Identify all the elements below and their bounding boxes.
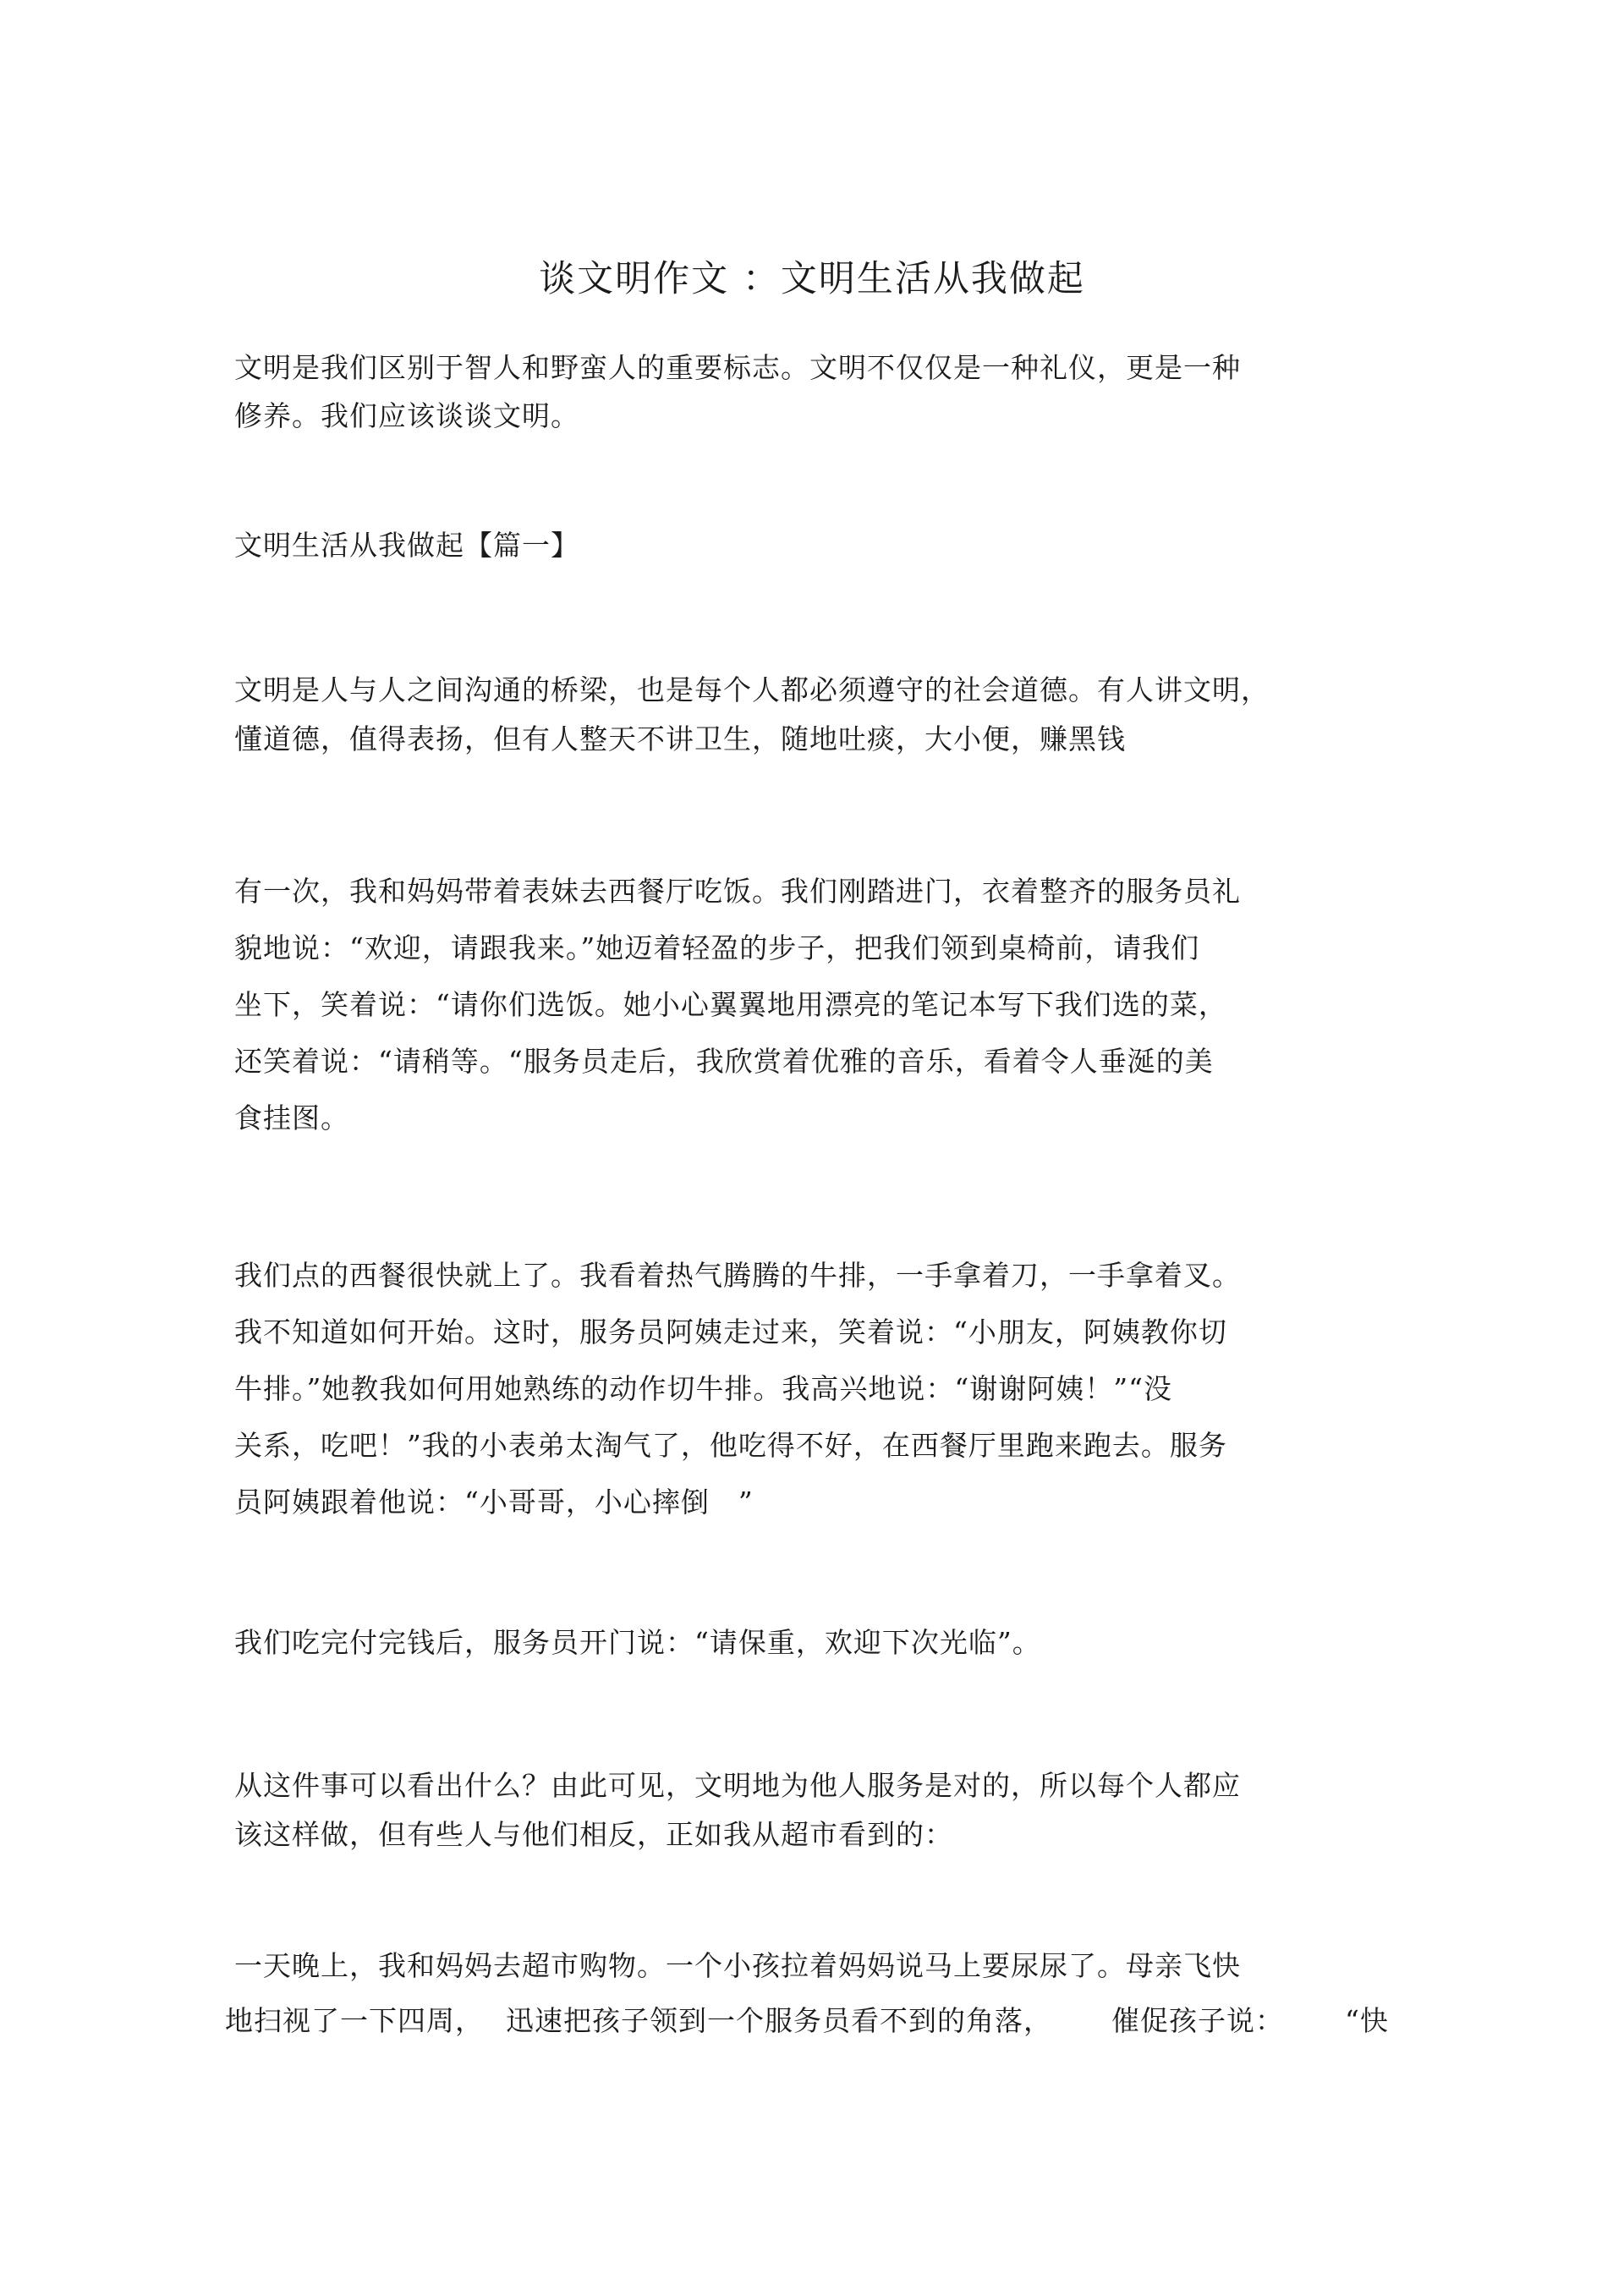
intro-line-1: 文明是我们区别于智人和野蛮人的重要标志。文明不仅仅是一种礼仪，更是一种	[234, 351, 1241, 384]
paragraph6-line-1: 一天晚上，我和妈妈去超市购物。一个小孩拉着妈妈说马上要尿尿了。母亲飞快	[234, 1949, 1241, 1982]
paragraph6-line-2-part-4: “快	[1345, 2004, 1389, 2037]
document-title: 谈文明作文 ：文明生活从我做起	[539, 258, 1085, 300]
intro-line-2: 修养。我们应该谈谈文明。	[234, 399, 579, 432]
paragraph3-line-3: 牛排。”她教我如何用她熟练的动作切牛排。我高兴地说：“谢谢阿姨！”“没	[234, 1372, 1172, 1405]
paragraph1-line-2: 懂道德，值得表扬，但有人整天不讲卫生，随地吐痰，大小便，赚黑钱	[234, 722, 1126, 755]
paragraph5-line-1: 从这件事可以看出什么？由此可见，文明地为他人服务是对的，所以每个人都应	[234, 1769, 1241, 1802]
paragraph6-line-2	[225, 2001, 1389, 2041]
paragraph2-line-5: 食挂图。	[234, 1101, 349, 1134]
paragraph3-line-1: 我们点的西餐很快就上了。我看着热气腾腾的牛排，一手拿着刀，一手拿着叉。	[234, 1259, 1241, 1292]
paragraph6-line-2-part-1: 地扫视了一下四周，	[225, 2004, 484, 2037]
paragraph3-line-4: 关系，吃吧！”我的小表弟太淘气了，他吃得不好，在西餐厅里跑来跑去。服务	[234, 1429, 1227, 1462]
paragraph1-line-1: 文明是人与人之间沟通的桥梁，也是每个人都必须遵守的社会道德。有人讲文明，	[234, 673, 1270, 706]
paragraph6-line-2-part-2: 迅速把孩子领到一个服务员看不到的角落，	[506, 2004, 1052, 2037]
paragraph6-line-2-part-3: 催促孩子说：	[1111, 2004, 1284, 2037]
paragraph5-line-2: 该这样做，但有些人与他们相反，正如我从超市看到的：	[234, 1818, 953, 1851]
paragraph3-line-5: 员阿姨跟着他说：“小哥哥，小心摔倒 ”	[234, 1486, 754, 1519]
paragraph2-line-3: 坐下，笑着说：“请你们选饭。她小心翼翼地用漂亮的笔记本写下我们选的菜，	[234, 988, 1227, 1021]
paragraph2-line-1: 有一次，我和妈妈带着表妹去西餐厅吃饭。我们刚踏进门，衣着整齐的服务员礼	[234, 875, 1241, 908]
section-heading: 文明生活从我做起【篇一】	[234, 529, 579, 562]
paragraph4-line-1: 我们吃完付完钱后，服务员开门说：“请保重，欢迎下次光临”。	[234, 1626, 1041, 1659]
paragraph3-line-2: 我不知道如何开始。这时，服务员阿姨走过来，笑着说：“小朋友，阿姨教你切	[234, 1316, 1227, 1348]
paragraph2-line-2: 貌地说：“欢迎，请跟我来。”她迈着轻盈的步子，把我们领到桌椅前，请我们	[234, 931, 1200, 964]
paragraph2-line-4: 还笑着说：“请稍等。“服务员走后，我欣赏着优雅的音乐，看着令人垂涎的美	[234, 1045, 1214, 1078]
